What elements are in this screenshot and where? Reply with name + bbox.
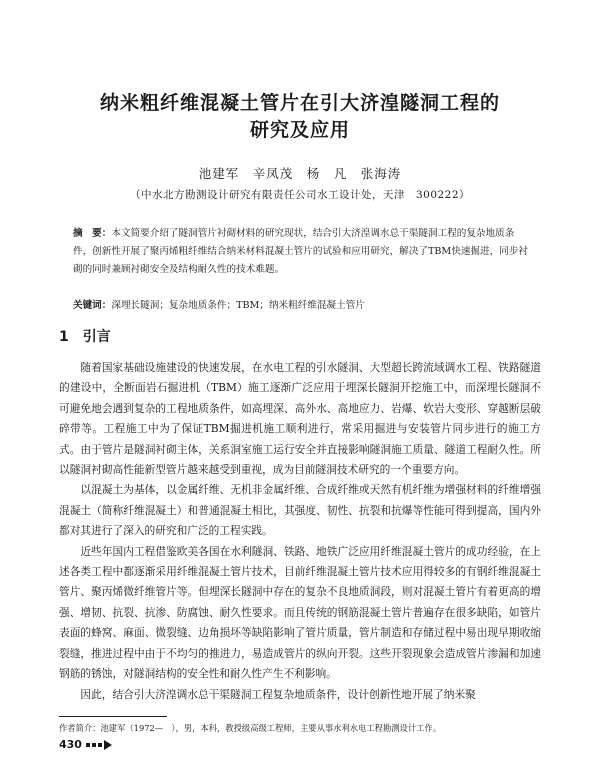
footnote-divider [59,716,167,717]
paper-title-line-2: 研究及应用 [249,119,350,141]
keywords-label: 关键词： [73,300,112,311]
abstract-label: 摘 要： [73,228,112,239]
page-number: 430 [59,738,82,751]
abstract [73,225,530,279]
body-text [59,358,541,705]
page-number-block [59,738,112,751]
author-footnote: 作者简介：池建军（1972— ），男，本科，教授级高级工程师，主要从事水利水电工程勘测设计工作。 [59,723,442,733]
keywords-text: 深埋长隧洞；复杂地质条件；TBM；纳米粗纤维混凝土管片 [111,300,365,311]
body-paragraph-3: 近些年国内工程借鉴欧美各国在水利隧洞、铁路、地铁广泛应用纤维混凝土管片的成功经验，在上述各类工程中都逐渐采用纤维混凝土管片技术，目前纤维混凝土管片技术应用得较多的有钢纤维混凝土管片、聚丙烯微纤维管片等。但埋深长隧洞中存在的复杂不良地质洞段，则对混凝土管片有着更高的增强、增韧、抗裂、抗渗、防腐蚀、耐久性要求。而且传统的钢筋混凝土管片普遍存在很多缺陷，如管片表面的蜂窝、麻面、微裂缝、边角损坏等缺陷影响了管片质量，管片制造和存储过程中易出现早期收缩裂缝，推进过程中由于不均匀的推进力，易造成管片的纵向开裂。这些开裂现象会造成管片渗漏和加速钢筋的锈蚀，对隧洞结构的安全性和耐久性产生不利影响。 [59,544,541,681]
keywords [73,298,530,314]
abstract-text: 本文简要介绍了隧洞管片衬砌材料的研究现状，结合引大济湟调水总干渠隧洞工程的复杂地质条件，创新性开展了聚丙烯粗纤维结合纳米材料混凝土管片的试验和应用研究，解决了TBM快速掘进，同步衬砌的同时兼顾衬砌安全及结构耐久性的技术难题。 [73,228,528,275]
section-heading-introduction: 1 引言 [59,329,111,345]
body-paragraph-2: 以混凝土为基体，以金属纤维、无机非金属纤维、合成纤维或天然有机纤维为增强材料的纤维增强混凝土（简称纤维混凝土）和普通混凝土相比，其强度、韧性、抗裂和抗爆等性能可得到提高，国内外都对其进行了深入的研究和广泛的工程实践。 [59,483,541,538]
body-paragraph-1: 随着国家基础设施建设的快速发展，在水电工程的引水隧洞、大型超长跨流域调水工程、铁路隧道的建设中，全断面岩石掘进机（TBM）施工逐渐广泛应用于埋深长隧洞开挖施工中，而深埋长隧洞不可避免地会遇到复杂的工程地质条件，如高埋深、高外水、高地应力、岩爆、软岩大变形、穿越断层破碎带等。工程施工中为了保证TBM掘进机施工顺利进行，常采用掘进与安装管片同步进行的施工方式。由于管片是隧洞衬砌主体，关系洞室施工运行安全并直接影响隧洞施工质量、隧道工程耐久性。所以隧洞衬砌高性能新型管片越来越受到重视，成为目前隧洞技术研究的一个重要方向。 [59,361,541,477]
body-paragraph-4: 因此，结合引大济湟调水总干渠隧洞工程复杂地质条件，设计创新性地开展了纳米聚 [80,687,476,701]
page-arrow-icon [86,740,112,750]
paper-title-line-1: 纳米粗纤维混凝土管片在引大济湟隧洞工程的 [99,92,500,114]
author-affiliation: （中水北方勘测设计研究有限责任公司水工设计处，天津 300222） [129,189,471,201]
author-list: 池建军 辛凤茂 杨 凡 张海涛 [198,166,402,181]
